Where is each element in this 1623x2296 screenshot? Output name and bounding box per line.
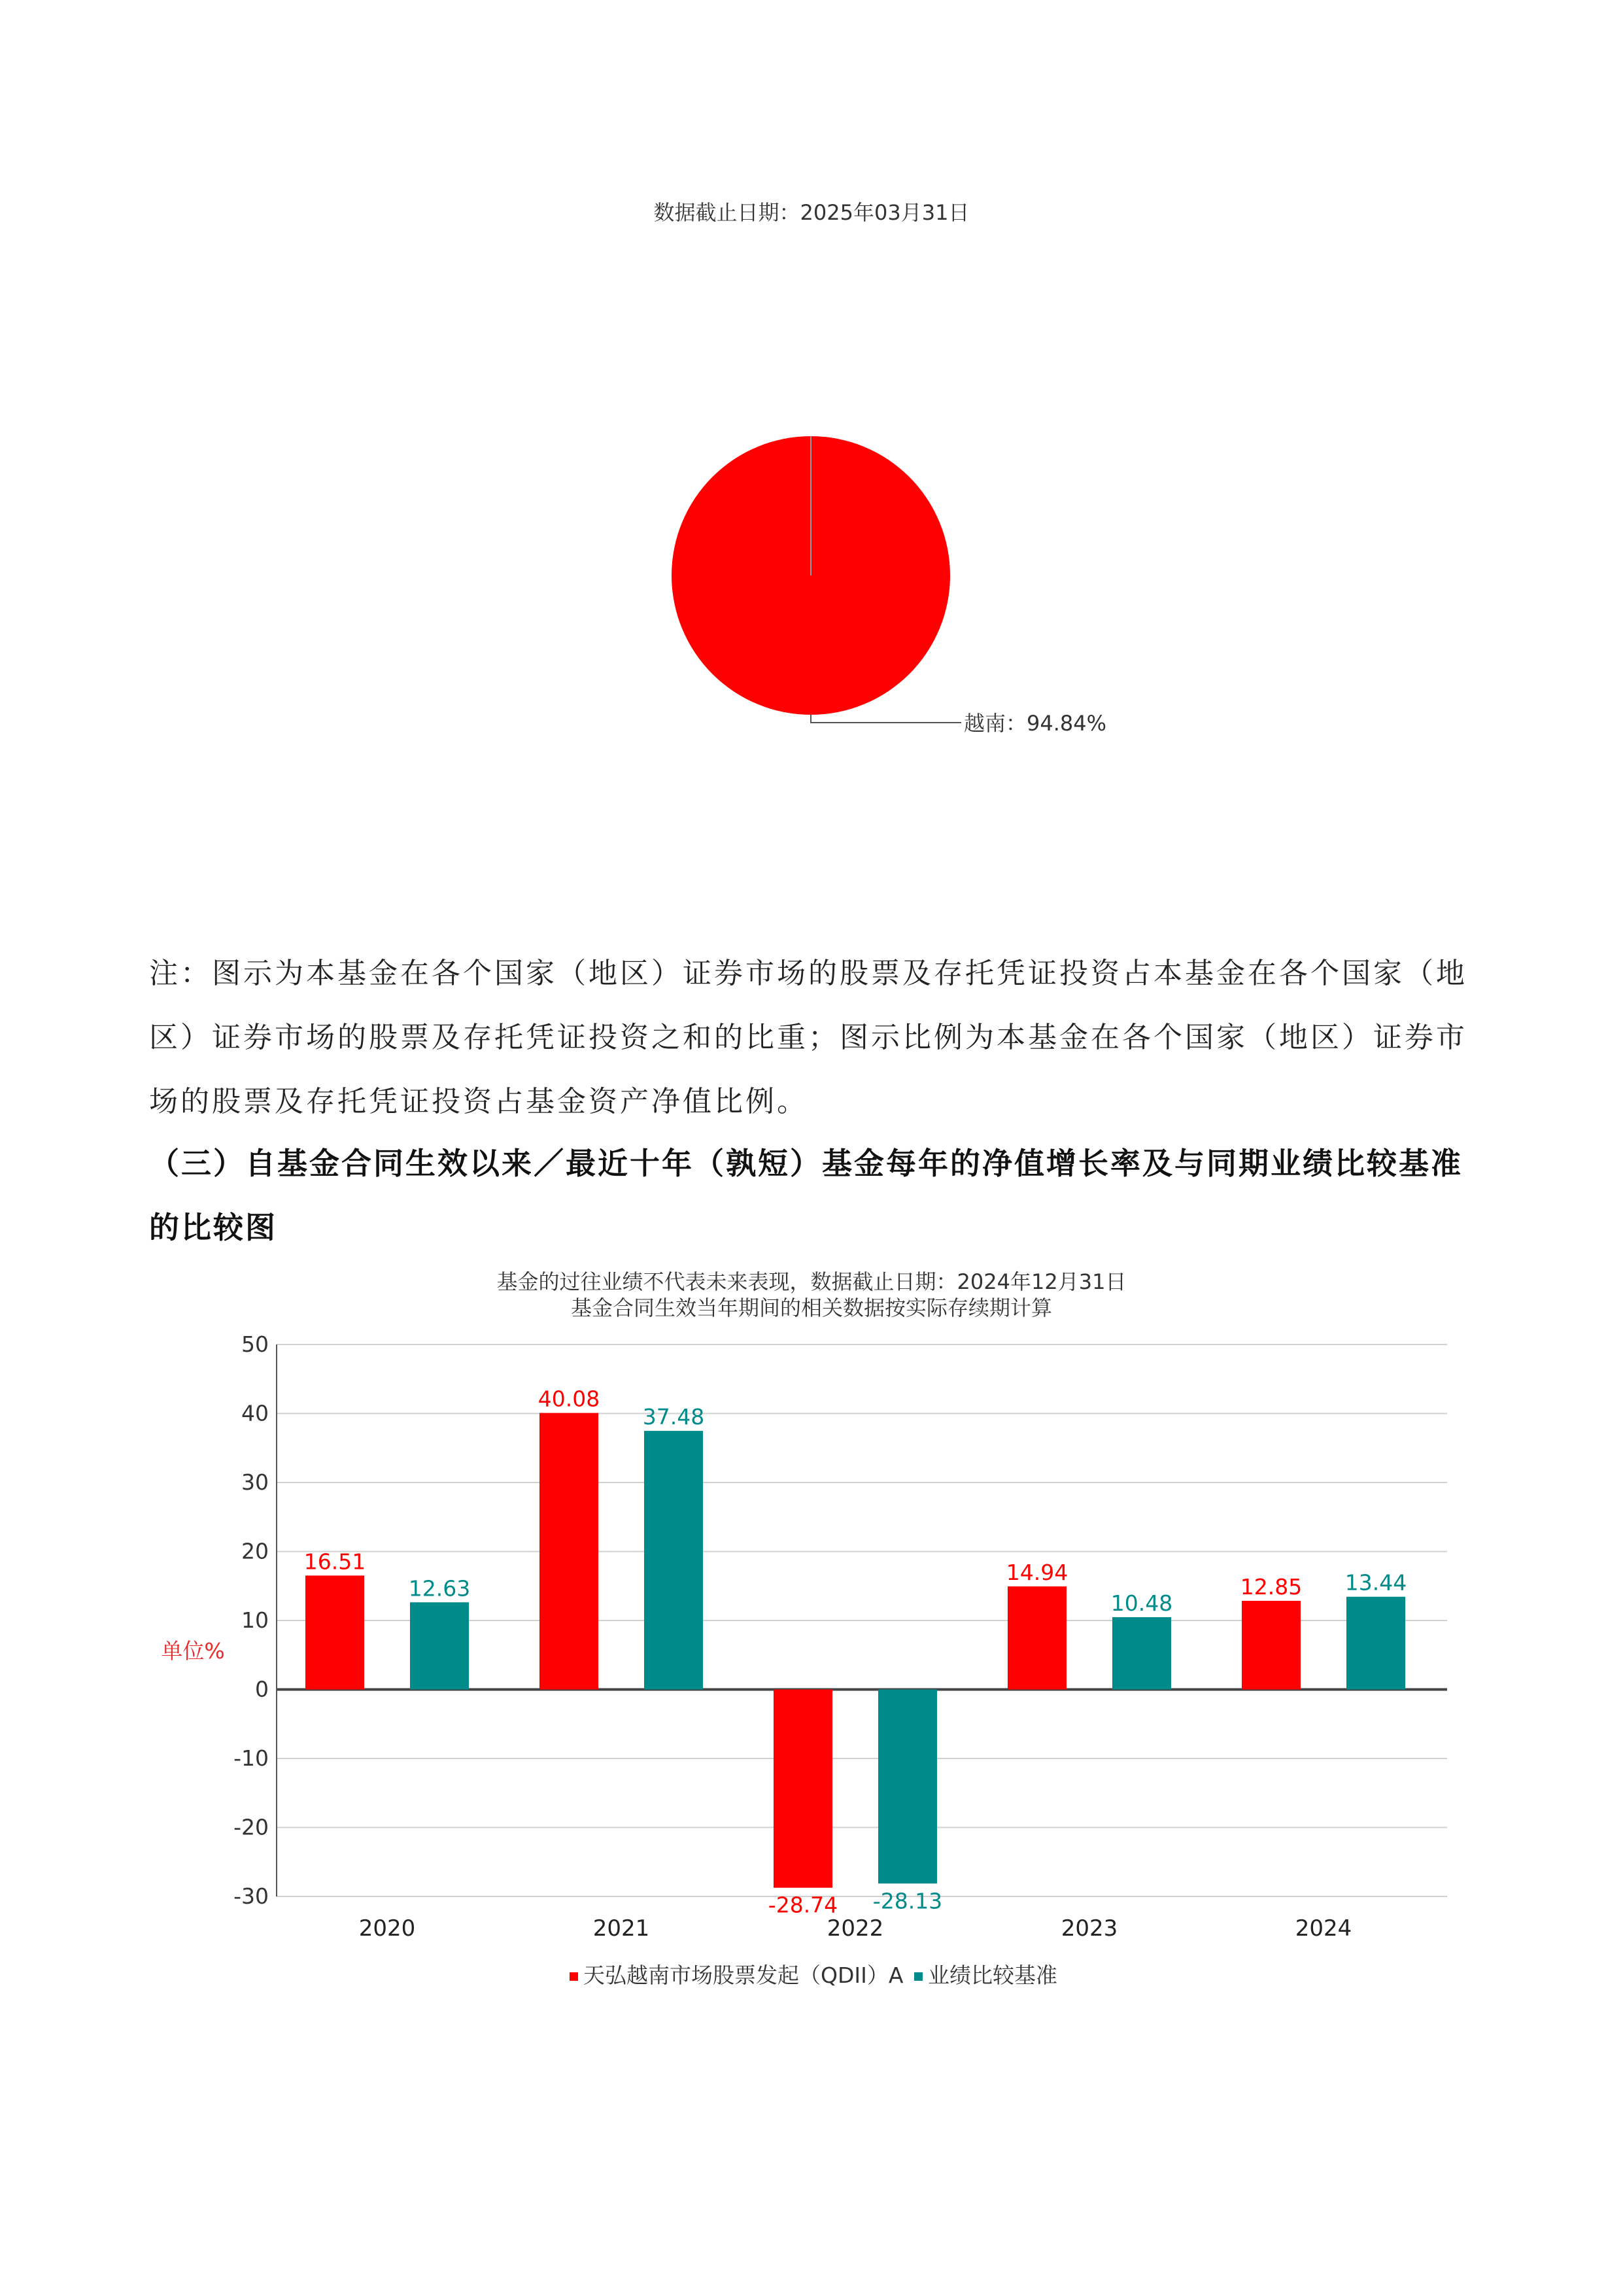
bar-fund <box>539 1413 598 1690</box>
bar-value-label-benchmark: 37.48 <box>642 1404 705 1430</box>
x-tick-label: 2021 <box>592 1915 650 1942</box>
bar-benchmark <box>878 1690 937 1884</box>
bar-value-label-fund: 40.08 <box>538 1386 600 1412</box>
y-tick-label: 50 <box>241 1331 269 1357</box>
y-tick-label: -10 <box>233 1745 269 1771</box>
bar-value-label-fund: 16.51 <box>303 1549 366 1575</box>
y-tick-label: 40 <box>241 1400 269 1426</box>
bar-value-label-benchmark: 10.48 <box>1110 1590 1173 1616</box>
pie-note: 注：图示为本基金在各个国家（地区）证券市场的股票及存托凭证投资占本基金在各个国家（地区）证券市场的股票及存托凭证投资之和的比重；图示比例为本基金在各个国家（地区）证券市场的股票及存托凭证投资占基金资产净值比例。 <box>149 957 1467 1118</box>
bar-benchmark <box>410 1602 469 1689</box>
pie-date-label: 数据截止日期：2025年03月31日 <box>653 200 970 225</box>
bar-value-label-fund: 12.85 <box>1240 1573 1303 1600</box>
legend-label-fund: 天弘越南市场股票发起（QDII）A <box>583 1962 904 1988</box>
bar-benchmark <box>1346 1597 1405 1690</box>
bar-fund <box>305 1575 364 1689</box>
y-tick-label: -30 <box>233 1883 269 1909</box>
bar-fund <box>774 1690 832 1888</box>
bar-value-label-benchmark: 12.63 <box>408 1575 471 1602</box>
bar-benchmark <box>644 1431 703 1689</box>
bar-chart-title-line2: 基金合同生效当年期间的相关数据按实际存续期计算 <box>570 1295 1052 1320</box>
y-tick-label: 0 <box>255 1676 269 1702</box>
bar-fund <box>1242 1601 1301 1690</box>
y-tick-label: 10 <box>241 1607 269 1633</box>
legend-swatch-fund <box>570 1972 578 1981</box>
bar-fund <box>1008 1586 1067 1690</box>
x-tick-label: 2022 <box>827 1915 884 1942</box>
legend-label-benchmark: 业绩比较基准 <box>927 1962 1057 1988</box>
y-tick-label: -20 <box>233 1814 269 1840</box>
y-tick-label: 30 <box>241 1469 269 1495</box>
y-axis-label: 单位% <box>161 1638 225 1664</box>
section-heading: （三）自基金合同生效以来／最近十年（孰短）基金每年的净值增长率及与同期业绩比较基准的比较图 <box>149 1146 1463 1245</box>
bar-value-label-benchmark: -28.13 <box>872 1888 943 1914</box>
y-tick-label: 20 <box>241 1538 269 1564</box>
bar-benchmark <box>1112 1617 1171 1690</box>
bar-chart-legend <box>0 1959 1623 1989</box>
bar-chart-title-line1: 基金的过往业绩不代表未来表现，数据截止日期：2024年12月31日 <box>496 1269 1127 1294</box>
pie-slice-label: 越南：94.84% <box>964 711 1107 736</box>
x-tick-label: 2023 <box>1061 1915 1118 1942</box>
x-tick-label: 2020 <box>358 1915 416 1942</box>
legend-swatch-benchmark <box>914 1972 923 1981</box>
bar-value-label-fund: 14.94 <box>1006 1559 1068 1585</box>
bar-value-label-fund: -28.74 <box>768 1892 838 1918</box>
x-tick-label: 2024 <box>1295 1915 1352 1942</box>
bar-value-label-benchmark: 13.44 <box>1344 1569 1407 1596</box>
